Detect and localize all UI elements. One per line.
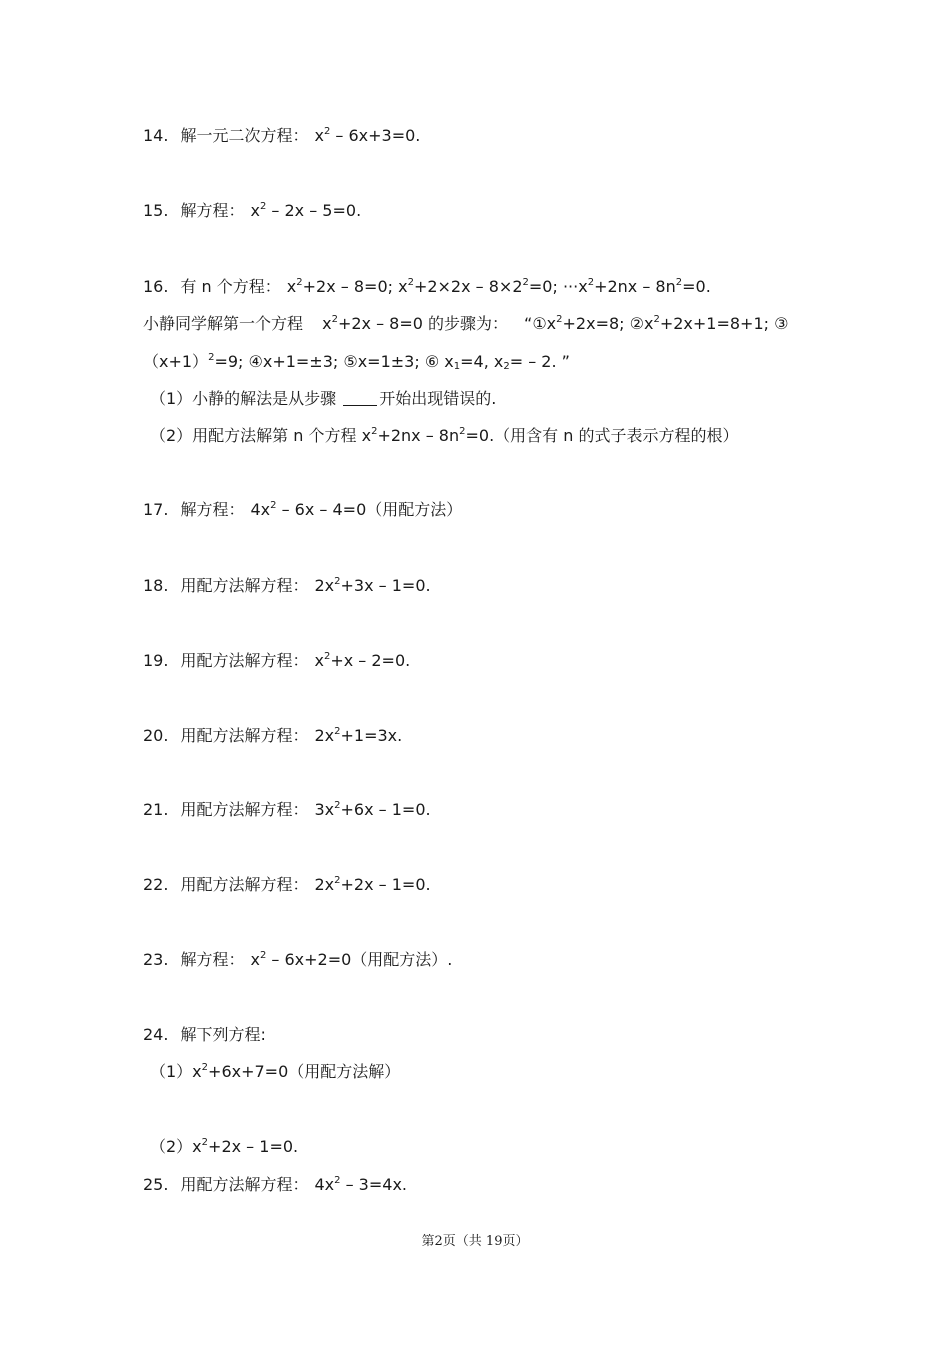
step-text: = – 2. ”	[509, 352, 570, 371]
exponent: 2	[522, 277, 529, 288]
equation-part: – 6x+2=0（用配方法）.	[266, 950, 453, 969]
question-number: 16.	[143, 277, 169, 296]
equation-part: 4x	[314, 1175, 335, 1194]
question-25	[143, 1175, 407, 1195]
question-16-part-2	[150, 426, 739, 446]
step-text: =4, x	[460, 352, 504, 371]
sub-question-text: 开始出现错误的.	[379, 389, 497, 408]
exponent: 2	[259, 201, 267, 212]
question-19	[143, 651, 410, 671]
question-number: 24.	[143, 1025, 169, 1044]
step-text: +2x+1=8+1; ③	[659, 314, 789, 333]
question-text: 解下列方程:	[180, 1025, 266, 1044]
question-24	[143, 1025, 266, 1045]
sub-question-text: （1）小静的解法是从步骤	[150, 389, 342, 408]
question-text: 解一元二次方程：	[180, 126, 309, 145]
equation-part: +6x – 1=0.	[340, 800, 431, 819]
exponent: 2	[334, 800, 341, 811]
step-text: =9; ④x+1=±3; ⑤x=1±3; ⑥ x	[214, 352, 454, 371]
equation-part: +2x – 1=0.	[340, 875, 431, 894]
equation-part: =0.	[682, 277, 711, 296]
question-text: 用配方法解方程：	[180, 651, 309, 670]
question-number: 20.	[143, 726, 169, 745]
question-16-line-3	[143, 352, 570, 372]
exponent: 2	[556, 314, 563, 325]
question-16-line-2	[143, 314, 788, 334]
equation-part: 2x	[314, 875, 335, 894]
question-text: 用配方法解方程：	[180, 1175, 309, 1194]
equation-part: x	[314, 651, 324, 670]
exponent: 2	[371, 426, 378, 437]
question-14	[143, 126, 420, 146]
equation-part: – 6x+3=0.	[330, 126, 421, 145]
question-17	[143, 500, 462, 520]
equation-part: 3x	[314, 800, 335, 819]
question-text: 用配方法解方程：	[180, 875, 309, 894]
sub-question-text: +2x – 1=0.	[208, 1137, 299, 1156]
question-24-part-1	[150, 1062, 400, 1082]
exponent: 2	[259, 950, 267, 961]
exponent: 2	[334, 576, 341, 587]
exponent: 2	[331, 314, 338, 325]
equation-part: +1=3x.	[340, 726, 403, 745]
question-15	[143, 201, 361, 221]
equation-part: +2×2x – 8×2	[413, 277, 523, 296]
sub-question-text: =0.（用含有 n 的式子表示方程的根）	[465, 426, 739, 445]
exponent: 2	[270, 500, 277, 511]
question-23	[143, 950, 452, 970]
question-16	[143, 277, 711, 297]
exponent: 2	[323, 126, 331, 137]
question-18	[143, 576, 431, 596]
exponent: 2	[201, 1137, 209, 1148]
equation-part: x	[286, 277, 297, 296]
equation-part: +2x – 8=0 的步骤为：	[337, 314, 509, 333]
question-number: 14.	[143, 126, 169, 145]
equation-part: +2x – 8=0;	[302, 277, 399, 296]
exponent: 2	[587, 277, 595, 288]
equation-part: x	[398, 277, 408, 296]
question-text: 用配方法解方程：	[180, 800, 309, 819]
question-16-part-1	[150, 389, 496, 409]
sub-question-text: （2）x	[150, 1137, 202, 1156]
subscript: 2	[503, 361, 510, 372]
equation-part: – 6x – 4=0（用配方法）	[276, 500, 463, 519]
exponent: 2	[201, 1062, 209, 1073]
question-text: 有 n 个方程：	[180, 277, 281, 296]
question-number: 19.	[143, 651, 169, 670]
subscript: 1	[453, 361, 461, 372]
equation-part: x	[322, 314, 332, 333]
question-text: 用配方法解方程：	[180, 576, 309, 595]
equation-part: x	[250, 201, 260, 220]
question-number: 21.	[143, 800, 169, 819]
step-text: +2x=8; ②x	[562, 314, 654, 333]
exponent: 2	[208, 352, 215, 363]
equation-part: 2x	[314, 576, 335, 595]
exponent: 2	[334, 875, 341, 886]
question-text: 解方程：	[180, 950, 245, 969]
question-text: 小静同学解第一个方程	[143, 314, 309, 333]
equation-part: x	[314, 126, 324, 145]
answer-blank	[343, 391, 377, 406]
equation-part: – 3=4x.	[340, 1175, 407, 1194]
sub-question-text: +6x+7=0（用配方法解）	[208, 1062, 401, 1081]
equation-part: +3x – 1=0.	[340, 576, 431, 595]
exponent: 2	[407, 277, 414, 288]
equation-part: x	[250, 950, 260, 969]
question-number: 17.	[143, 500, 169, 519]
question-number: 15.	[143, 201, 169, 220]
question-number: 18.	[143, 576, 169, 595]
exponent: 2	[334, 726, 341, 737]
exponent: 2	[675, 277, 683, 288]
exponent: 2	[334, 1175, 341, 1186]
question-22	[143, 875, 431, 895]
equation-part: +x – 2=0.	[330, 651, 411, 670]
page-footer: 第2页（共 19页）	[421, 1234, 529, 1249]
question-24-part-2	[150, 1137, 298, 1157]
question-text: 解方程：	[180, 500, 245, 519]
step-text: （x+1）	[143, 352, 209, 371]
exponent: 2	[459, 426, 466, 437]
equation-part: – 2x – 5=0.	[266, 201, 362, 220]
exponent: 2	[296, 277, 303, 288]
question-text: 用配方法解方程：	[180, 726, 309, 745]
question-number: 25.	[143, 1175, 169, 1194]
exponent: 2	[653, 314, 660, 325]
equation-part: 2x	[314, 726, 335, 745]
equation-part: +2nx – 8n	[594, 277, 676, 296]
question-21	[143, 800, 431, 820]
question-number: 22.	[143, 875, 169, 894]
sub-question-text: （2）用配方法解第 n 个方程 x	[150, 426, 372, 445]
equation-part: 4x	[250, 500, 271, 519]
sub-question-text: +2nx – 8n	[377, 426, 460, 445]
question-20	[143, 726, 402, 746]
equation-part: =0; ···x	[528, 277, 588, 296]
exponent: 2	[323, 651, 331, 662]
step-text: “①x	[524, 314, 557, 333]
sub-question-text: （1）x	[150, 1062, 202, 1081]
question-text: 解方程：	[180, 201, 245, 220]
question-number: 23.	[143, 950, 169, 969]
